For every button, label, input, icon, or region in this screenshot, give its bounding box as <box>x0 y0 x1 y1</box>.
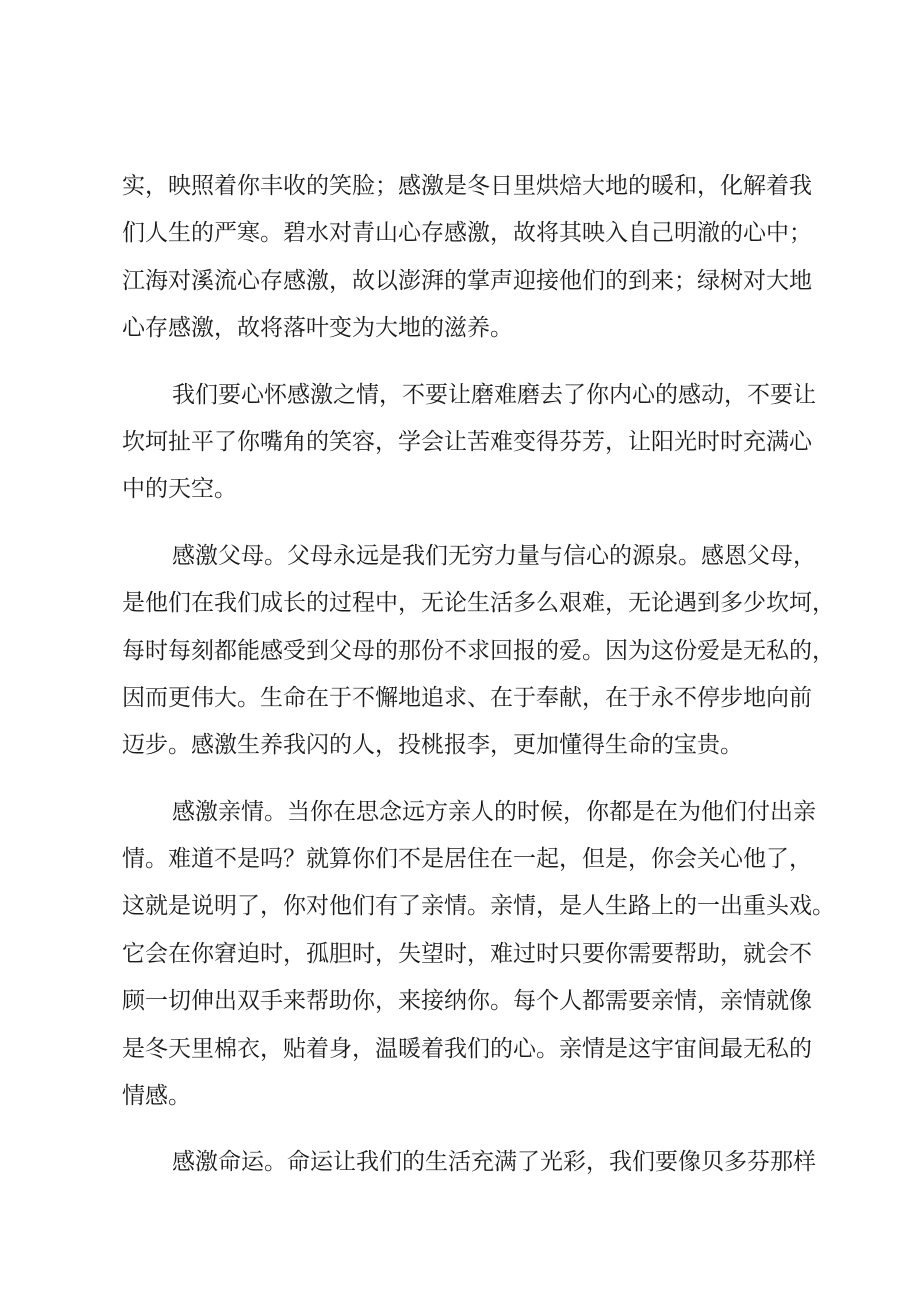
paragraph-2 <box>122 372 822 514</box>
text-line: 感激亲情。当你在思念远方亲人的时候，你都是在为他们付出亲 <box>172 798 816 825</box>
text-line: 江海对溪流心存感激，故以澎湃的掌声迎接他们的到来；绿树对大地 <box>122 267 812 294</box>
paragraph-3 <box>122 533 835 770</box>
text-line: 感激命运。命运让我们的生活充满了光彩，我们要像贝多芬那样 <box>172 1149 816 1176</box>
text-line: 情。难道不是吗？就算你们不是居住在一起，但是，你会关心他了， <box>122 846 812 873</box>
text-line: 感激父母。父母永远是我们无穷力量与信心的源泉。感恩父母， <box>172 542 816 569</box>
document-body <box>122 163 835 1187</box>
text-line: 顾一切伸出双手来帮助你，来接纳你。每个人都需要亲情，亲情就像 <box>122 988 812 1015</box>
text-line: 心存感激，故将落叶变为大地的滋养。 <box>122 315 513 342</box>
text-line: 每时每刻都能感受到父母的那份不求回报的爱。因为这份爱是无私的， <box>122 637 835 664</box>
text-line: 实，映照着你丰收的笑脸；感激是冬日里烘焙大地的暖和，化解着我 <box>122 173 812 199</box>
text-line: 情感。 <box>122 1083 191 1110</box>
text-line: 它会在你窘迫时，孤胆时，失望时，难过时只要你需要帮助，就会不 <box>122 940 812 967</box>
paragraph-spacer <box>122 1120 822 1139</box>
text-line: 是他们在我们成长的过程中，无论生活多么艰难，无论遇到多少坎坷， <box>122 590 835 617</box>
text-line: 坎坷扯平了你嘴角的笑容，学会让苦难变得芬芳，让阳光时时充满心 <box>122 428 812 455</box>
text-line: 因而更伟大。生命在于不懈地追求、在于奉献，在于永不停步地向前 <box>122 684 812 711</box>
paragraph-4 <box>122 789 835 1121</box>
text-line: 我们要心怀感激之情，不要让磨难磨去了你内心的感动，不要让 <box>172 381 816 408</box>
paragraph-spacer <box>122 514 822 533</box>
paragraph-5 <box>122 1139 822 1186</box>
text-line: 这就是说明了，你对他们有了亲情。亲情，是人生路上的一出重头戏。 <box>122 893 835 920</box>
text-line: 迈步。感激生养我闪的人，投桃报李，更加懂得生命的宝贵。 <box>122 732 743 759</box>
paragraph-1 <box>122 163 822 353</box>
text-line: 是冬天里棉衣，贴着身，温暖着我们的心。亲情是这宇宙间最无私的 <box>122 1035 812 1062</box>
text-line: 们人生的严寒。碧水对青山心存感激，故将其映入自己明澈的心中； <box>122 220 812 247</box>
paragraph-spacer <box>122 353 822 372</box>
text-line: 中的天空。 <box>122 476 237 503</box>
paragraph-spacer <box>122 770 822 789</box>
